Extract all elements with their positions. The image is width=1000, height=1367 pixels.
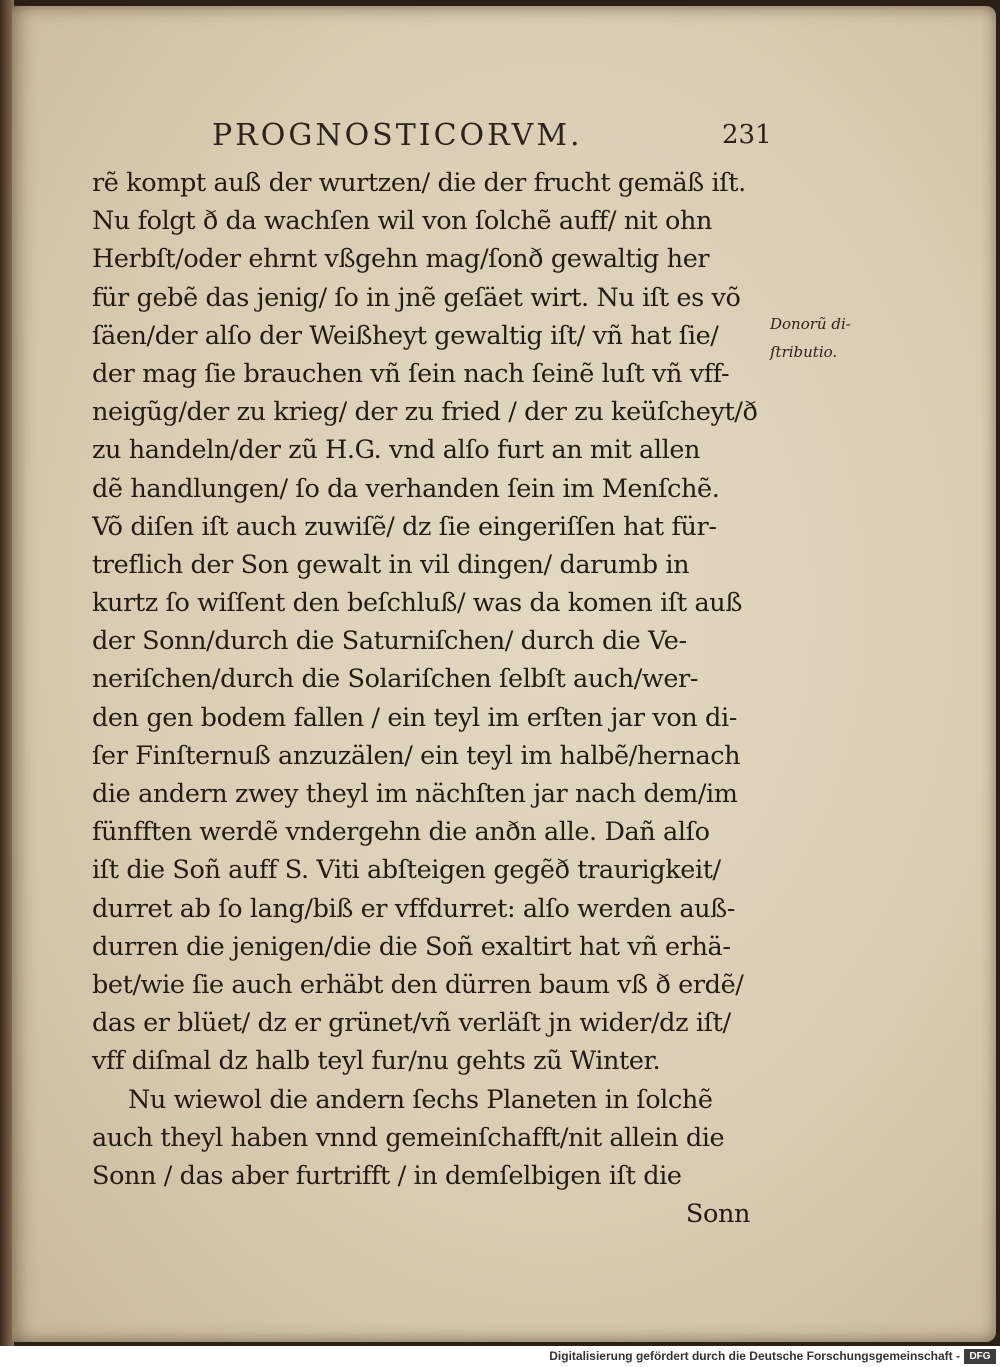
- running-head: [202, 118, 772, 158]
- text-line: die andern zwey theyl im nächſten jar nach dem/im: [92, 779, 738, 809]
- text-line: dẽ handlungen/ ſo da verhanden ſein im Menſchẽ.: [92, 473, 720, 504]
- text-line: der mag ſie brauchen vñ ſein nach ſeinẽ luſt vñ vff-: [92, 358, 730, 389]
- catchword: Sonn: [685, 1199, 750, 1230]
- text-line: auch theyl haben vnnd gemeinſchafft/nit allein die: [92, 1122, 725, 1153]
- text-line: bet/wie ſie auch erhäbt den dürren baum vß ð erdẽ/: [92, 969, 744, 1000]
- funding-credit: Digitalisierung gefördert durch die Deutsche Forschungsgemeinschaft -: [549, 1349, 960, 1363]
- footer-bar: [0, 1346, 1000, 1367]
- text-line: neigũg/der zu krieg/ der zu fried / der zu keüſcheyt/ð: [92, 397, 758, 428]
- text-line: Nu wiewol die andern ſechs Planeten in ſolchẽ: [128, 1084, 713, 1115]
- text-line: vff diſmal dz halb teyl fur/nu gehts zũ Winter.: [92, 1046, 661, 1077]
- text-line: fünfften werdẽ vndergehn die anðn alle. Dañ alſo: [92, 817, 710, 848]
- text-line: das er blüet/ dz er grünet/vñ verläſt jn wider/dz iſt/: [92, 1008, 731, 1039]
- text-line: für gebẽ das jenig/ ſo in jnẽ geſäet wirt. Nu iſt es võ: [92, 282, 741, 313]
- text-line: Nu folgt ð da wachſen wil von ſolchẽ auff/ nit ohn: [92, 206, 713, 237]
- text-line: Herbſt/oder ehrnt vßgehn mag/ſonð gewaltig her: [92, 244, 710, 275]
- book-page: [12, 6, 996, 1342]
- body-text: [92, 164, 762, 1233]
- text-line: durret ab ſo lang/biß er vffdurret: alſo werden auß-: [92, 893, 736, 924]
- text-line: ſer Finſternuß anzuzälen/ ein teyl im halbẽ/hernach: [92, 740, 741, 771]
- text-line: neriſchen/durch die Solariſchen ſelbſt auch/wer-: [92, 664, 699, 695]
- text-line: ſäen/der alſo der Weißheyt gewaltig iſt/ vñ hat ſie/: [92, 320, 719, 351]
- marginal-note-line: ſtributio.: [770, 343, 838, 361]
- text-line: durren die jenigen/die die Soñ exaltirt hat vñ erhä-: [92, 931, 731, 962]
- dfg-logo-icon: DFG: [964, 1349, 996, 1364]
- marginal-note-line: Donorũ di-: [770, 315, 851, 333]
- text-line: zu handeln/der zũ H.G. vnd alſo furt an mit allen: [92, 435, 701, 466]
- text-line: kurtz ſo wiſſent den beſchluß/ was da komen iſt auß: [92, 588, 742, 619]
- text-line: iſt die Soñ auff S. Viti abſteigen gegẽð traurigkeit/: [92, 855, 721, 886]
- text-line: Sonn / das aber furtrifft / in demſelbigen iſt die: [92, 1160, 682, 1191]
- text-line: treflich der Son gewalt in vil dingen/ darumb in: [92, 549, 690, 580]
- page-number: 231: [722, 120, 772, 150]
- running-title: PROGNOSTICORVM.: [212, 118, 583, 153]
- text-line: Võ diſen iſt auch zuwiſẽ/ dz ſie eingeriſſen hat für-: [92, 511, 717, 542]
- text-line: der Sonn/durch die Saturniſchen/ durch die Ve-: [92, 626, 687, 657]
- text-line: den gen bodem fallen / ein teyl im erſten jar von di-: [92, 702, 737, 733]
- text-line: rẽ kompt auß der wurtzen/ die der frucht gemäß iſt.: [92, 168, 746, 198]
- marginal-note: [770, 310, 880, 366]
